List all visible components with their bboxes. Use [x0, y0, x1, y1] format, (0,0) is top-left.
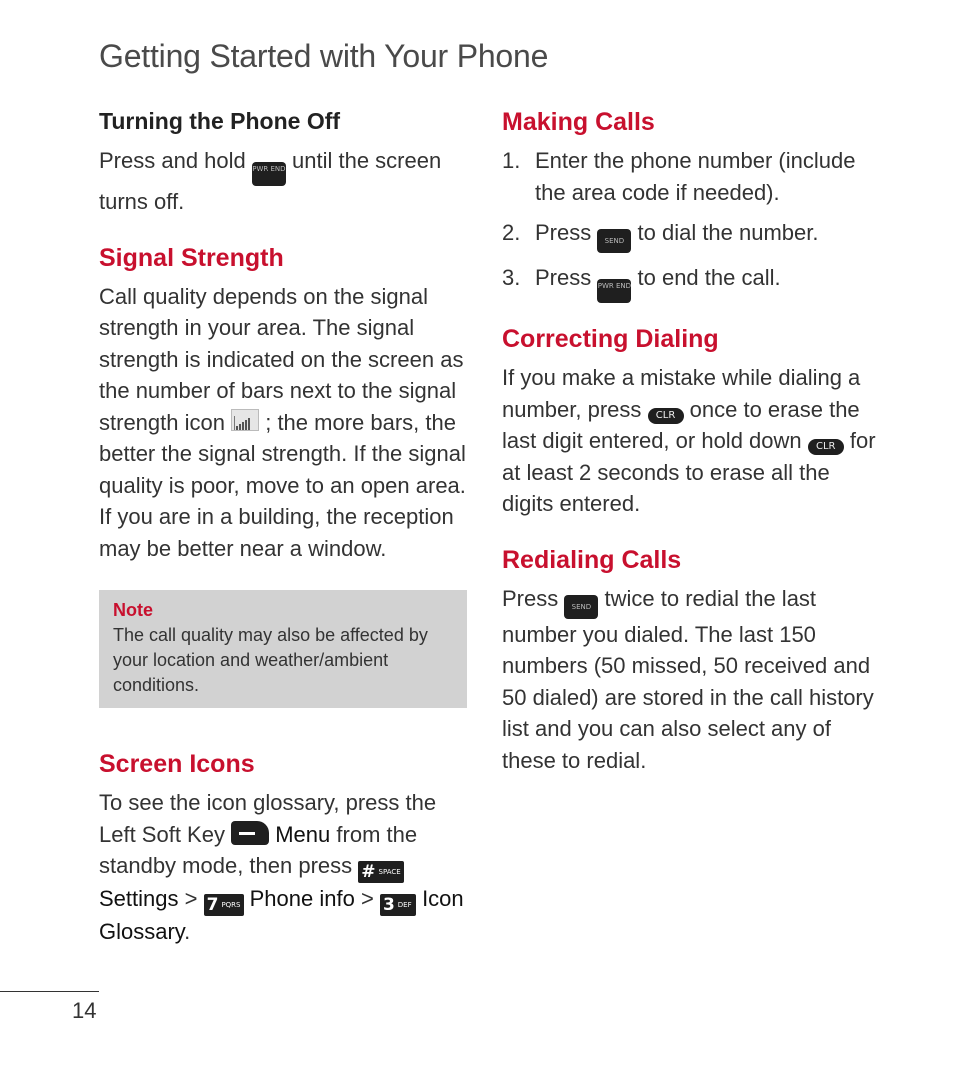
- section-signal-strength: [99, 244, 467, 565]
- three-key-icon: 3 DEF: [380, 894, 416, 916]
- seven-key-icon: 7 PQRS: [204, 894, 244, 916]
- signal-strength-icon: [231, 409, 259, 431]
- section-making-calls: [502, 108, 882, 303]
- making-calls-steps: [502, 145, 882, 303]
- right-column: [502, 108, 882, 802]
- section-redialing-calls: [502, 546, 882, 777]
- signal-strength-text: Call quality depends on the signal strength in your area. The signal strength is indicated on the screen as the number of bars next to the signal strength icon ; the more bars, the better the signal strength. If the signal quality is poor, move to an open area. If you are in a building, the reception may be better near a window.: [99, 283, 466, 561]
- page-title: Getting Started with Your Phone: [99, 38, 549, 74]
- step-item: 1. Enter the phone number (include the area code if needed).: [502, 148, 856, 205]
- left-column: [99, 108, 467, 974]
- correcting-dialing-title: Correcting Dialing: [502, 325, 719, 353]
- step-item: 2. Press SEND to dial the number.: [502, 217, 882, 253]
- redialing-calls-text: Press SEND twice to redial the last number you dialed. The last 150 numbers (50 missed, 50 received and 50 dialed) are stored in the call history list and you can also select any of these to redial.: [502, 585, 874, 773]
- end-key-icon: PWR END: [252, 162, 286, 186]
- clr-key-icon: CLR: [808, 439, 844, 455]
- section-correcting-dialing: [502, 325, 882, 520]
- send-key-icon: SEND: [564, 595, 598, 619]
- footer-divider: [0, 991, 99, 992]
- correcting-dialing-text: If you make a mistake while dialing a number, press CLR once to erase the last digit entered, or hold down CLR for at least 2 seconds to erase all the digits entered.: [502, 365, 876, 516]
- send-key-icon: SEND: [597, 229, 631, 253]
- section-screen-icons: [99, 750, 467, 948]
- screen-icons-text: To see the icon glossary, press the Left Soft Key Menu from the standby mode, then press # SPACE Settings > 7 PQRS Phone info > 3 DEF Icon Glossary.: [99, 790, 464, 944]
- hash-key-icon: # SPACE: [358, 861, 403, 883]
- page-number: 14: [72, 998, 97, 1023]
- section-turning-off: [99, 108, 467, 218]
- turning-off-text: Press and hold PWR END until the screen turns off.: [99, 148, 442, 214]
- redialing-calls-title: Redialing Calls: [502, 545, 682, 574]
- making-calls-title: Making Calls: [502, 108, 655, 136]
- note-title: Note: [113, 600, 153, 620]
- note-text: The call quality may also be affected by your location and weather/ambient conditions.: [113, 625, 428, 695]
- screen-icons-title: Screen Icons: [99, 750, 255, 778]
- clr-key-icon: CLR: [648, 408, 684, 424]
- left-soft-key-icon: [231, 821, 269, 845]
- end-key-icon: PWR END: [597, 279, 631, 303]
- signal-strength-title: Signal Strength: [99, 243, 284, 272]
- step-item: 3. Press PWR END to end the call.: [502, 262, 882, 303]
- note-box: [99, 590, 467, 708]
- turning-off-title: Turning the Phone Off: [99, 108, 341, 134]
